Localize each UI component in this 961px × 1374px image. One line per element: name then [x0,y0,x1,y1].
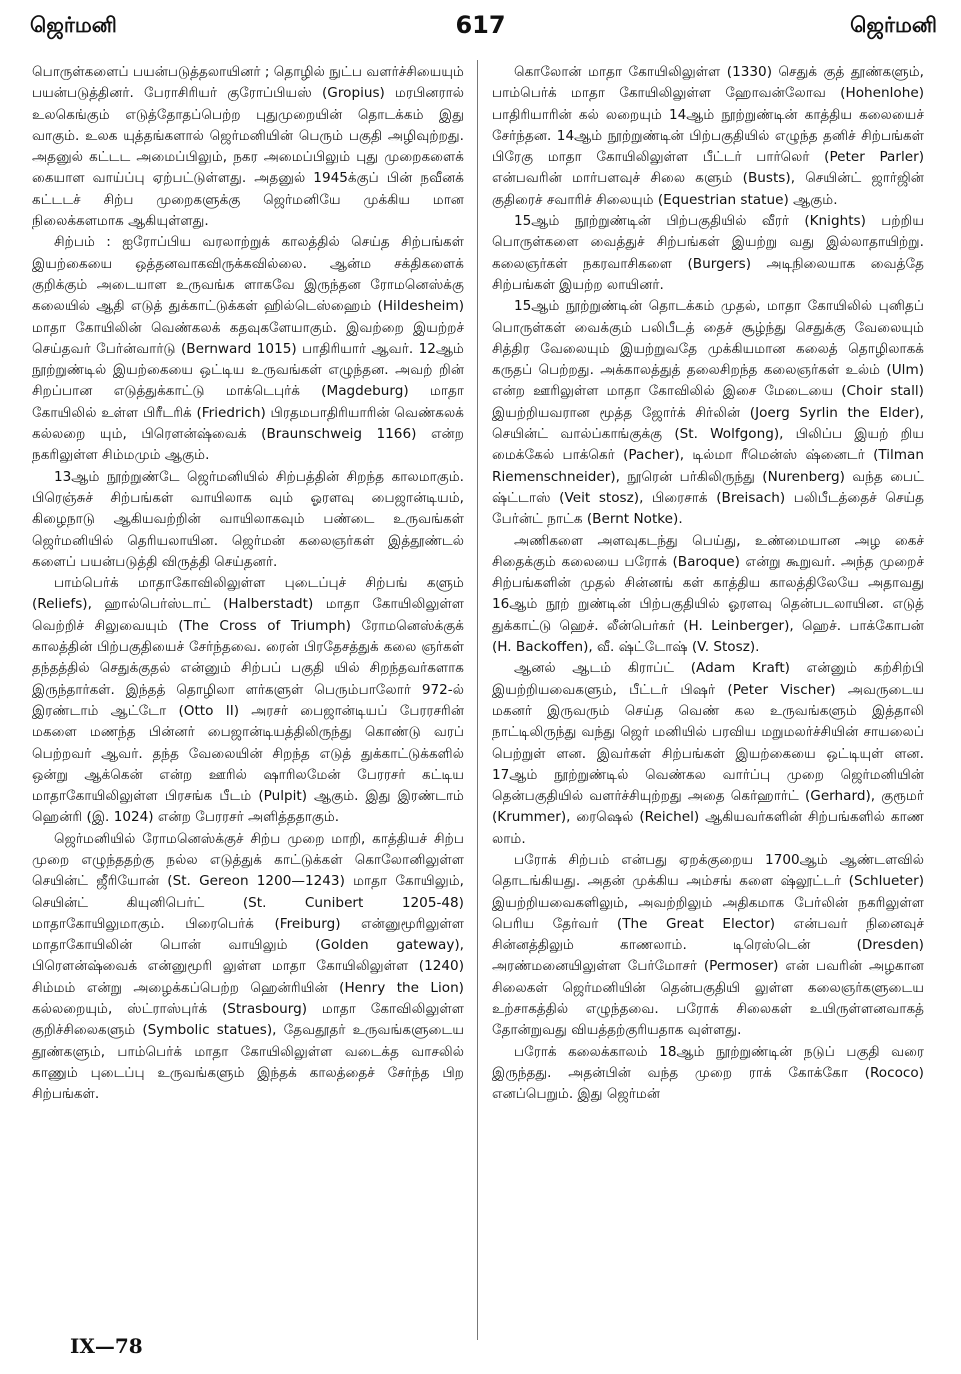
paragraph: பரோக் சிற்பம் என்பது ஏறக்குறைய 1700ஆம் ஆண்டளவில் தொடங்கியது. அதன் முக்கிய அம்சங் களை ஷ்லூட்டர் (Schlueter) இயற்றியவைகளிலும், அவற்றிலும் அதிகமாக பேர்லின் நகரிலுள்ள பெரிய தேர்வர் (The Great Elector) என்பவர் நினைவுச் சின்னத்திலும் காணலாம். டிரெஸ்டென் (Dresden) அரண்மனையிலுள்ள பேர்மோசர் (Permoser) என் பவரின் அழகான சிலைகள் ஜெர்மனியின் தென்பகுதியி லுள்ள கலைஞர்களுடைய உற்சாகத்தில் எழுந்தவை. பரோக் சிலைகள் உயிருள்ளனவாகத் தோன்றுவது வியத்தற்குரியதாக வுள்ளது. [492,851,924,1039]
right-column [492,62,924,1106]
paragraph: பாம்பெர்க் மாதாகோவிலிலுள்ள புடைப்புச் சிற்பங் களும் (Reliefs), ஹால்பெர்ஸ்டாட் (Halberstadt) மாதா கோயிலிலுள்ள வெற்றிச் சிலுவையும் (The Cross of Triumph) ரோமனெஸ்க்குக் காலத்தின் பிற்பகுதியைச் சேர்ந்தவை. ரைன் பிரதேசத்துக் கலை ஞர்கள் தந்தத்தில் செதுக்குதல் என்னும் சிற்பப் பகுதி யில் சிறந்தவர்களாக இருந்தார்கள். இந்தத் தொழிலா ளர்களுள் பெரும்பாலோர் 972-ல் இரண்டாம் ஆட்டோ (Otto II) அரசர் பைஜான்டியப் பேரரசரின் மகளை மணந்த பின்னர் பைஜான்டியத்திலிருந்து கொண்டு வரப் பெற்றவர் ஆவர். தந்த வேலையின் சிறந்த எடுத் துக்காட்டுக்களில் ஒன்று ஆக்கென் என்ற ஊரில் ஷாரிலமேன் பேரரசர் கட்டிய மாதாகோயிலிலுள்ள பிரசங்க பீடம் (Pulpit) ஆகும். இது இரண்டாம் ஹென்ரி (இ. 1024) என்ற பேரரசர் அளித்ததாகும். [32,575,464,826]
paragraph: ஜெர்மனியில் ரோமனெஸ்க்குச் சிற்ப முறை மாறி, காத்தியச் சிற்ப முறை எழுந்ததற்கு நல்ல எடுத்துக் காட்டுக்கள் கொலோனிலுள்ள செயின்ட் ஜீரியோன் (St. Gereon 1200—1243) மாதா கோயிலும், செயின்ட் கியுனிபெர்ட் (St. Cunibert 1205-48) மாதாகோயிலுமாகும். பிரைபெர்க் (Freiburg) என்னுமூரிலுள்ள மாதாகோயிலின் பொன் வாயிலும் (Golden gateway), பிரௌன்ஷ்வைக் என்னுமூரி லுள்ள மாதா கோயிலிலுள்ள (1240) சிம்மம் என்று அழைக்கப்பெற்ற ஹென்ரியின் (Henry the Lion) கல்லறையும், ஸ்ட்ராஸ்புர்க் (Strasbourg) மாதா கோவிலிலுள்ள குறிச்சிலைகளும் (Symbolic statues), தேவதூதர் உருவங்களுடைய தூண்களும், பாம்பெர்க் மாதா கோயிலிலுள்ள வடைக்த வாசலில் காணும் புடைப்பு உருவங்களும் இந்தக் காலத்தைச் சேர்ந்த பிற சிற்பங்கள். [32,830,464,1103]
left-column [32,62,464,1106]
paragraph: 13ஆம் நூற்றுண்டே ஜெர்மனியில் சிற்பத்தின் சிறந்த காலமாகும். பிரெஞ்சுச் சிற்பங்கள் வாயிலாக வும் ஓரளவு பைஜான்டியம், கிழைநாடு ஆகியவற்றின் வாயிலாகவும் பண்டை உருவங்கள் ஜெர்மனியில் தெரியலாயின. ஜெர்மன் கலைஞர்கள் இத்தூண்டல் களைப் பயன்படுத்தி விருத்தி செய்தனர். [32,468,464,570]
paragraph: பரோக் கலைக்காலம் 18ஆம் நூற்றுண்டின் நடுப் பகுதி வரை இருந்தது. அதன்பின் வந்த முறை ராக் கோக்கோ (Rococo) எனப்பெறும். இது ஜெர்மன் [492,1043,924,1103]
volume-page-marker: IX—78 [70,1334,143,1358]
running-title-right: ஜெர்மனி [850,13,937,37]
paragraph: 15ஆம் நூற்றுண்டின் பிற்பகுதியில் வீரர் (Knights) பற்றிய பொருள்களை வைத்துச் சிற்பங்கள் இயற்று வது இல்லாதாயிற்று. கலைஞர்கள் நகரவாசிகளை (Burgers) அடிநிலையாக வைத்தே சிற்பங்கள் இயற்ற லாயினர். [492,213,924,293]
paragraph: பொருள்களைப் பயன்படுத்தலாயினர் ; தொழில் நுட்ப வளர்ச்சியையும் பயன்படுத்தினர். பேராசிரியர் குரோப்பியஸ் (Gropius) மரபினரால் உலகெங்கும் எடுத்தோதப்பெற்ற புதுமுறையின் தொடக்கம் இது வாகும். உலக யுத்தங்களால் ஜெர்மனியின் பெரும் பகுதி அழிவுற்றது. அதனுல் கட்டட அமைப்பிலும், நகர அமைப்பிலும் புது முறைகளைக் கையாள வாய்ப்பு ஏற்பட்டுள்ளது. அதனுல் 1945க்குப் பின் நவீனக் கட்டடச் சிற்ப முறைகளுக்கு ஜெர்மனியே முக்கிய மான நிலைக்களமாக ஆகியுள்ளது. [32,64,464,230]
paragraph: சிற்பம் : ஐரோப்பிய வரலாற்றுக் காலத்தில் செய்த சிற்பங்கள் இயற்கையை ஒத்தனவாகவிருக்கவில்லை. ஆன்ம சக்திகளைக் குறிக்கும் அடையாள உருவங்க ளாகவே இருந்தன ரோமனெஸ்க்கு கலையில் ஆதி எடுத் துக்காட்டுக்கள் ஹில்டெஸ்ஹைம் (Hildesheim) மாதா கோயிலின் வெண்கலக் கதவுகளேயாகும். இவற்றை இயற்றச் செய்தவர் பேர்ன்வார்டு (Bernward 1015) பாதிரியார் ஆவர். 12ஆம் நூற்றுண்டில் இயற்கையை ஒட்டிய உருவங்கள் எழுந்தன. அவற் றின் சிறப்பான எடுத்துக்காட்டு மாக்டெபுர்க் (Magdeburg) மாதா கோயிலில் உள்ள பிரீடரிக் (Friedrich) பிரதமபாதிரியாரின் வெண்கலக் கல்லறை யும், பிரௌன்ஷ்வைக் (Braunschweig 1166) என்ற நகரிலுள்ள சிம்மமும் ஆகும். [32,234,464,464]
paragraph: கொலோன் மாதா கோயிலிலுள்ள (1330) செதுக் குத் தூண்களும், பாம்பெர்க் மாதா கோயிலிலுள்ள ஹோவன்லோவ (Hohenlohe) பாதிரியாரின் கல் லறையும் 14ஆம் நூற்றுண்டின் காத்திய கலையைச் சேர்ந்தன. 14ஆம் நூற்றுண்டின் பிற்பகுதியில் எழுந்த தனிச் சிற்பங்கள் பிரேகு மாதா கோயிலிலுள்ள பீட்டர் பார்லெர் (Peter Parler) என்பவரின் மார்பளவுச் சிலை களும் (Busts), செயின்ட் ஜார்ஜின் குதிரைச் சவாரிச் சிலையும் (Equestrian statue) ஆகும். [492,64,924,208]
page-number: 617 [455,11,506,39]
column-divider [477,60,478,1340]
paragraph: அணிகளை அளவுகடந்து பெய்து, உண்மையான அழ கைச் சிதைக்கும் கலையை பரோக் (Baroque) என்று கூறுவர். அந்த முறைச் சிற்பங்களின் முதல் சின்னங் கள் காத்திய காலத்திலேயே அதாவது 16ஆம் நூற் றுண்டின் பிற்பகுதியில் ஓரளவு தென்படலாயின. எடுத் துக்காட்டு ஹெச். லீன்பெர்கர் (H. Leinberger), ஹெச். பாக்கோபன் (H. Backoffen), வீ. ஷ்ட்டோஷ் (V. Stosz). [492,532,924,656]
paragraph: 15ஆம் நூற்றுண்டின் தொடக்கம் முதல், மாதா கோயிலில் புனிதப் பொருள்கள் வைக்கும் பலிபீடத் தைச் சூழ்ந்து செதுக்கு வேலையும் சித்திர வேலையும் இயற்றுவதே முக்கியமான கலைத் தொழிலாகக் கருதப் பெற்றது. அக்காலத்துத் தலைசிறந்த கலைஞர்கள் உல்ம் (Ulm) என்ற ஊரிலுள்ள மாதா கோவிலில் இசை மேடையை (Choir stall) இயற்றியவரான மூத்த ஜோர்க் சிர்லின் (Joerg Syrlin the Elder), செயின்ட் வால்ப்காங்குக்கு (St. Wolfgong), பிலிப்ப இயற் றிய மைக்கேல் பாக்கெர் (Pacher), டில்மா ரீமென்ஸ் ஷ்னைடர் (Tilman Riemenschneider), நூரென் பர்கிலிருந்து (Nurenberg) வந்த பைட் ஷ்ட்டாஸ் (Veit stosz), பிரைசாக் (Breisach) பலிபீடத்தைச் செய்த பேர்ன்ட் நாட்க (Bernt Notke). [492,298,924,528]
running-title-left: ஜெர்மனி [30,13,117,37]
paragraph: ஆனல் ஆடம் கிராப்ட் (Adam Kraft) என்னும் கற்சிற்பி இயற்றியவைகளும், பீட்டர் பிஷர் (Peter Vischer) அவருடைய மகனர் இருவரும் செய்த வெண் கல உருவங்களும் இத்தாலி நாட்டிலிருந்து வந்து ஜெர் மனியில் பரவிய மறுமலர்ச்சியின் சாயலைப் பெற்றுள் ளன. இவர்கள் சிற்பங்கள் இயற்கையை ஒட்டியுள் ளன. 17ஆம் நூற்றுண்டில் வெண்கல வார்ப்பு முறை ஜெர்மனியின் தென்பகுதியில் வளர்ச்சியுற்றது அதை கெர்ஹார்ட் (Gerhard), குரூமர் (Krummer), ரைஷெல் (Reichel) ஆகியவர்களின் சிற்பங்களில் காண லாம். [492,660,924,847]
